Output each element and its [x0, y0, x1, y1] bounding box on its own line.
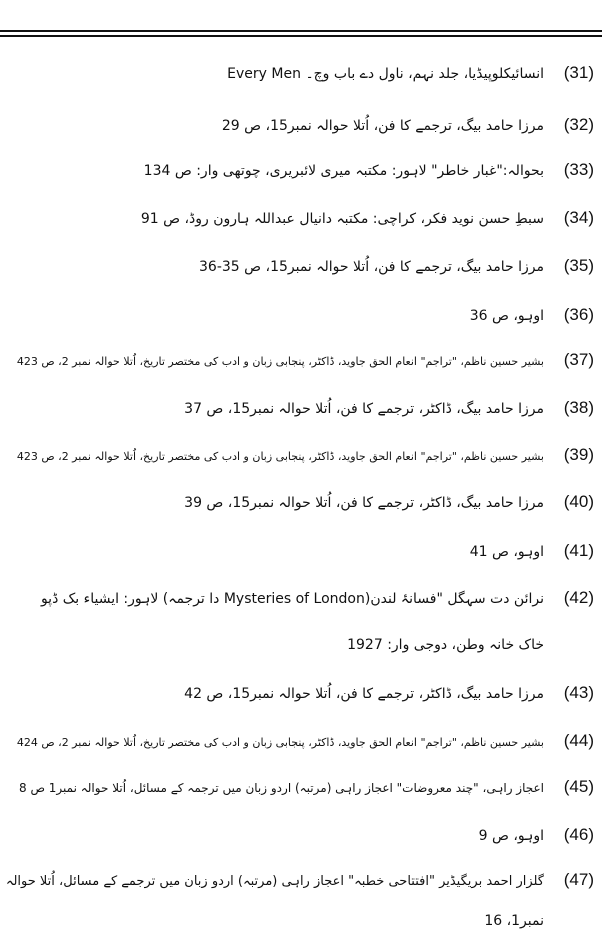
footnote-text: نرائن دت سہگل "فسانۂ لندن(Mysteries of London دا ترجمہ) لاہور: ایشیاء بک ڈپو: [40, 591, 544, 607]
footnote-34: [141, 208, 594, 228]
footnote-35: [199, 256, 594, 276]
footnote-45: [19, 777, 594, 797]
footnote-33: [144, 160, 594, 180]
footnote-text: Every Men انسائیکلوپیڈیا، جلد نہم، ناول دے باب وچ۔: [227, 66, 544, 82]
footnote-number: (36): [563, 305, 594, 324]
footnote-text: سبطِ حسن نوید فکر، کراچی: مکتبہ دانیال عبداللہ ہارون روڈ، ص 91: [140, 211, 544, 227]
footnote-42-continuation: خاک خانہ وطن، دوجی وار: 1927: [347, 637, 544, 653]
footnote-31: [227, 63, 594, 83]
footnote-39: [17, 445, 594, 465]
footnote-text: اوہو، ص 36: [469, 308, 544, 324]
footnote-number: (47): [563, 870, 594, 889]
footnote-text: بحوالہ:"غبار خاطر" لاہور: مکتبہ میری لائبریری، چوتھی وار: ص 134: [143, 163, 544, 179]
footnote-number: (38): [563, 398, 594, 417]
footnote-46: [479, 825, 594, 845]
footnote-number: (44): [563, 731, 594, 750]
footnote-number: (37): [563, 350, 594, 369]
footnote-41: [470, 541, 594, 561]
footnote-number: (45): [563, 777, 594, 796]
footnote-text: بشیر حسین ناظم، "تراجم" انعام الحق جاوید، ڈاکٹر، پنجابی زبان و ادب کی مختصر تاریخ، اُتلا حوالہ نمبر 2، ص 423: [16, 450, 544, 463]
footnote-44: [17, 731, 594, 751]
footnote-42: [41, 588, 594, 608]
footnote-37: [17, 350, 594, 370]
footnote-text: بشیر حسین ناظم، "تراجم" انعام الحق جاوید، ڈاکٹر، پنجابی زبان و ادب کی مختصر تاریخ، اُتلا حوالہ نمبر 2، ص 424: [16, 736, 544, 749]
footnote-number: (43): [563, 683, 594, 702]
footnote-number: (34): [563, 208, 594, 227]
footnote-38: [184, 398, 594, 418]
footnote-number: (40): [563, 492, 594, 511]
footnote-text: اوہو، ص 9: [478, 828, 544, 844]
footnote-text: مرزا حامد بیگ، ترجمے کا فن، اُتلا حوالہ نمبر15، ص 35-36: [198, 259, 544, 275]
footnote-text: مرزا حامد بیگ، ڈاکٹر، ترجمے کا فن، اُتلا حوالہ نمبر15، ص 39: [184, 495, 544, 511]
footnote-number: (42): [563, 588, 594, 607]
footnote-47: [6, 870, 594, 890]
footnote-36: [470, 305, 594, 325]
footnote-number: (46): [563, 825, 594, 844]
footnote-40: [184, 492, 594, 512]
footnote-number: (32): [563, 115, 594, 134]
footnote-text: گلزار احمد بریگیڈیر "افتتاحی خطبہ" اعجاز راہی (مرتبہ) اردو زبان میں ترجمے کے مسائل، اُتلا حوالہ: [5, 874, 544, 889]
footnote-43: [184, 683, 594, 703]
footnote-text: مرزا حامد بیگ، ڈاکٹر، ترجمے کا فن، اُتلا حوالہ نمبر15، ص 42: [184, 686, 544, 702]
footnote-number: (33): [563, 160, 594, 179]
footnote-number: (41): [563, 541, 594, 560]
footnote-text: اعجاز راہی، "چند معروضات" اعجاز راہی (مرتبہ) اردو زبان میں ترجمہ کے مسائل، اُتلا حوالہ نمبر1 ص 8: [18, 781, 544, 795]
footnote-number: (31): [563, 63, 594, 82]
footnote-text: اوہو، ص 41: [469, 544, 544, 560]
footnote-32: [222, 115, 594, 135]
footnote-text: بشیر حسین ناظم، "تراجم" انعام الحق جاوید، ڈاکٹر، پنجابی زبان و ادب کی مختصر تاریخ، اُتلا حوالہ نمبر 2، ص 423: [16, 355, 544, 368]
footnote-number: (39): [563, 445, 594, 464]
footnote-number: (35): [563, 256, 594, 275]
footnote-text: مرزا حامد بیگ، ڈاکٹر، ترجمے کا فن، اُتلا حوالہ نمبر15، ص 37: [184, 401, 544, 417]
footnote-text: مرزا حامد بیگ، ترجمے کا فن، اُتلا حوالہ نمبر15، ص 29: [221, 118, 544, 134]
footnote-47-continuation: نمبر1، 16: [484, 913, 544, 929]
